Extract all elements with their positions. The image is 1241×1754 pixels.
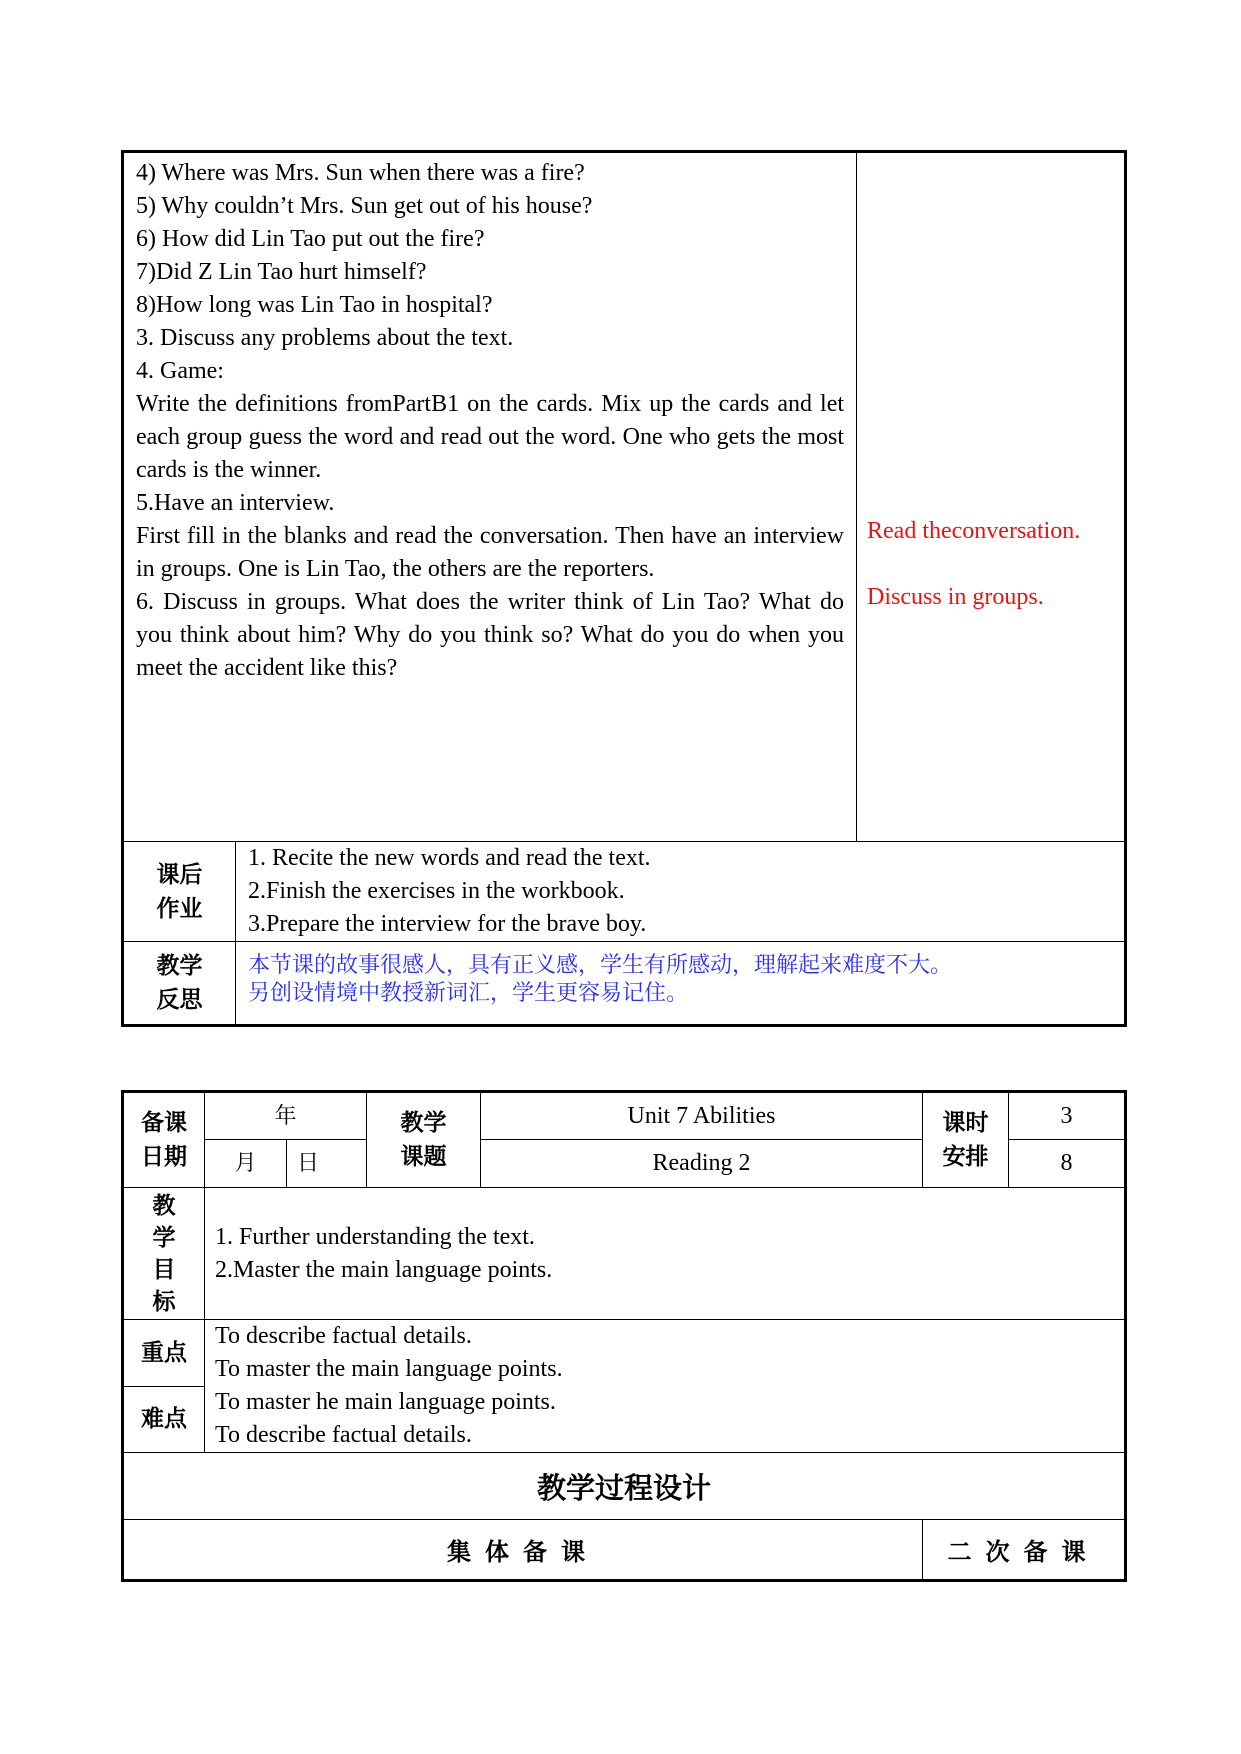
homework-label-line1: 课后 (156, 861, 203, 888)
step-interview: 5.Have an interview. (136, 490, 335, 516)
side-note-discuss: Discuss in groups. (867, 584, 1044, 610)
period-value-2: 8 (1009, 1140, 1126, 1188)
step-discuss-problems: 3. Discuss any problems about the text. (136, 325, 514, 351)
reflection-cell (236, 942, 1126, 1026)
period-label-line1: 课时 (942, 1110, 989, 1136)
key-points-cell (205, 1320, 1126, 1387)
prep-date-label (123, 1092, 205, 1188)
homework-label-line2: 作业 (156, 895, 203, 922)
group-prep-header: 集体备课 (123, 1520, 923, 1581)
topic-label-line2: 课题 (400, 1144, 447, 1170)
difficult-point-item: To master he main language points. (215, 1389, 556, 1415)
question-5: 5) Why couldn’t Mrs. Sun get out of his house? (136, 193, 593, 219)
key-points-label: 重点 (123, 1320, 205, 1387)
homework-item: 3.Prepare the interview for the brave boy. (248, 911, 647, 937)
goals-label (123, 1188, 205, 1320)
month-cell: 月 (205, 1140, 287, 1188)
difficult-point-item: To describe factual details. (215, 1422, 472, 1448)
period-value-1: 3 (1009, 1092, 1126, 1140)
game-description: Write the definitions fromPartB1 on the cards. Mix up the cards and let each group guess the word and read out the word. One who gets the most cards is the winner. (136, 391, 845, 483)
reflection-label (123, 942, 236, 1026)
day-cell: 日 (287, 1140, 367, 1188)
reflection-line: 本节课的故事很感人，具有正义感，学生有所感动，理解起来难度不大。 (248, 953, 953, 978)
goals-label-char: 标 (152, 1288, 176, 1315)
period-label-line2: 安排 (942, 1144, 989, 1170)
key-point-item: To describe factual details. (215, 1323, 472, 1349)
homework-cell (236, 842, 1126, 942)
homework-item: 2.Finish the exercises in the workbook. (248, 878, 625, 904)
reflection-line: 另创设情境中教授新词汇，学生更容易记住。 (248, 981, 689, 1006)
topic-reading: Reading 2 (481, 1140, 923, 1188)
key-point-item: To master the main language points. (215, 1356, 563, 1382)
reflection-label-line2: 反思 (156, 987, 203, 1013)
homework-item: 1. Recite the new words and read the text. (248, 845, 651, 871)
interview-description: First fill in the blanks and read the conversation. Then have an interview in groups. One is Lin Tao, the others are the reporters. (136, 523, 845, 582)
prep-date-label-line2: 日期 (141, 1144, 187, 1170)
difficult-points-cell (205, 1386, 1126, 1453)
goals-label-char: 教 (152, 1192, 176, 1219)
reflection-label-line1: 教学 (156, 953, 203, 979)
second-prep-header: 二次备课 (923, 1520, 1126, 1581)
goal-item: 2.Master the main language points. (215, 1256, 553, 1283)
lesson-plan-table-continued (121, 150, 1127, 1027)
topic-label-line1: 教学 (400, 1110, 447, 1136)
difficult-points-label: 难点 (123, 1386, 205, 1453)
topic-unit: Unit 7 Abilities (481, 1092, 923, 1140)
side-note-read: Read theconversation. (867, 518, 1081, 544)
question-6: 6) How did Lin Tao put out the fire? (136, 226, 485, 252)
procedure-cell (123, 152, 857, 842)
second-prep-notes-cell (857, 152, 1126, 842)
step-game: 4. Game: (136, 358, 224, 384)
period-label (923, 1092, 1009, 1188)
year-cell: 年 (205, 1092, 367, 1140)
topic-label (367, 1092, 481, 1188)
goal-item: 1. Further understanding the text. (215, 1223, 535, 1250)
question-4: 4) Where was Mrs. Sun when there was a fire? (136, 160, 585, 186)
question-7: 7)Did Z Lin Tao hurt himself? (136, 259, 427, 285)
prep-date-label-line1: 备课 (141, 1110, 187, 1136)
lesson-plan-table-header (121, 1090, 1127, 1582)
goals-label-char: 学 (152, 1224, 176, 1251)
homework-label (123, 842, 236, 942)
goals-label-char: 目 (152, 1256, 176, 1283)
question-8: 8)How long was Lin Tao in hospital? (136, 292, 493, 318)
goals-cell (205, 1188, 1126, 1320)
procedure-text (136, 157, 844, 685)
discuss-description: 6. Discuss in groups. What does the writer think of Lin Tao? What do you think about him? Why do you think so? What do you do when you meet the accident like this? (136, 589, 845, 681)
process-design-title: 教学过程设计 (123, 1453, 1126, 1520)
